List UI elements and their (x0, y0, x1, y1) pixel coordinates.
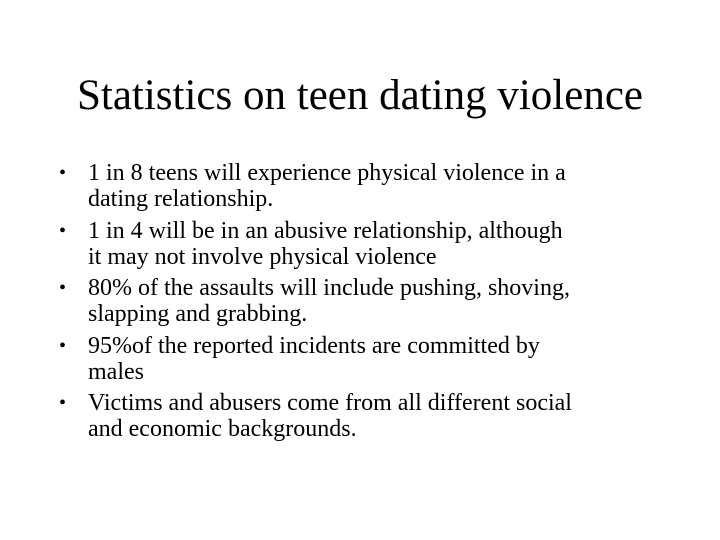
bullet-dot-icon: • (59, 392, 67, 414)
bullet-dot-icon: • (59, 162, 67, 184)
bullet-item (59, 333, 669, 385)
bullet-text-line: 80% of the assaults will include pushing, shoving, (88, 275, 570, 301)
bullet-dot-icon: • (59, 219, 67, 242)
bullet-item (59, 275, 669, 327)
bullet-text-line: it may not involve physical violence (88, 243, 437, 270)
bullet-text-line: 1 in 4 will be in an abusive relationship, although (88, 217, 563, 244)
bullet-text-line: and economic backgrounds. (88, 416, 357, 442)
bullet-item (59, 218, 669, 270)
bullet-text-line: Victims and abusers come from all different social (88, 390, 572, 416)
bullet-text-line: slapping and grabbing. (88, 301, 308, 327)
bullet-dot-icon: • (59, 334, 67, 357)
bullet-list (59, 160, 669, 448)
slide-title: Statistics on teen dating violence (76, 72, 644, 119)
bullet-dot-icon: • (59, 277, 67, 299)
bullet-item (59, 160, 669, 212)
bullet-text-line: 1 in 8 teens will experience physical violence in a (88, 160, 566, 186)
bullet-text-line: males (88, 358, 144, 385)
bullet-text-line: dating relationship. (88, 186, 274, 212)
bullet-text-line: 95%of the reported incidents are committed by (88, 332, 540, 359)
bullet-item (59, 390, 669, 442)
